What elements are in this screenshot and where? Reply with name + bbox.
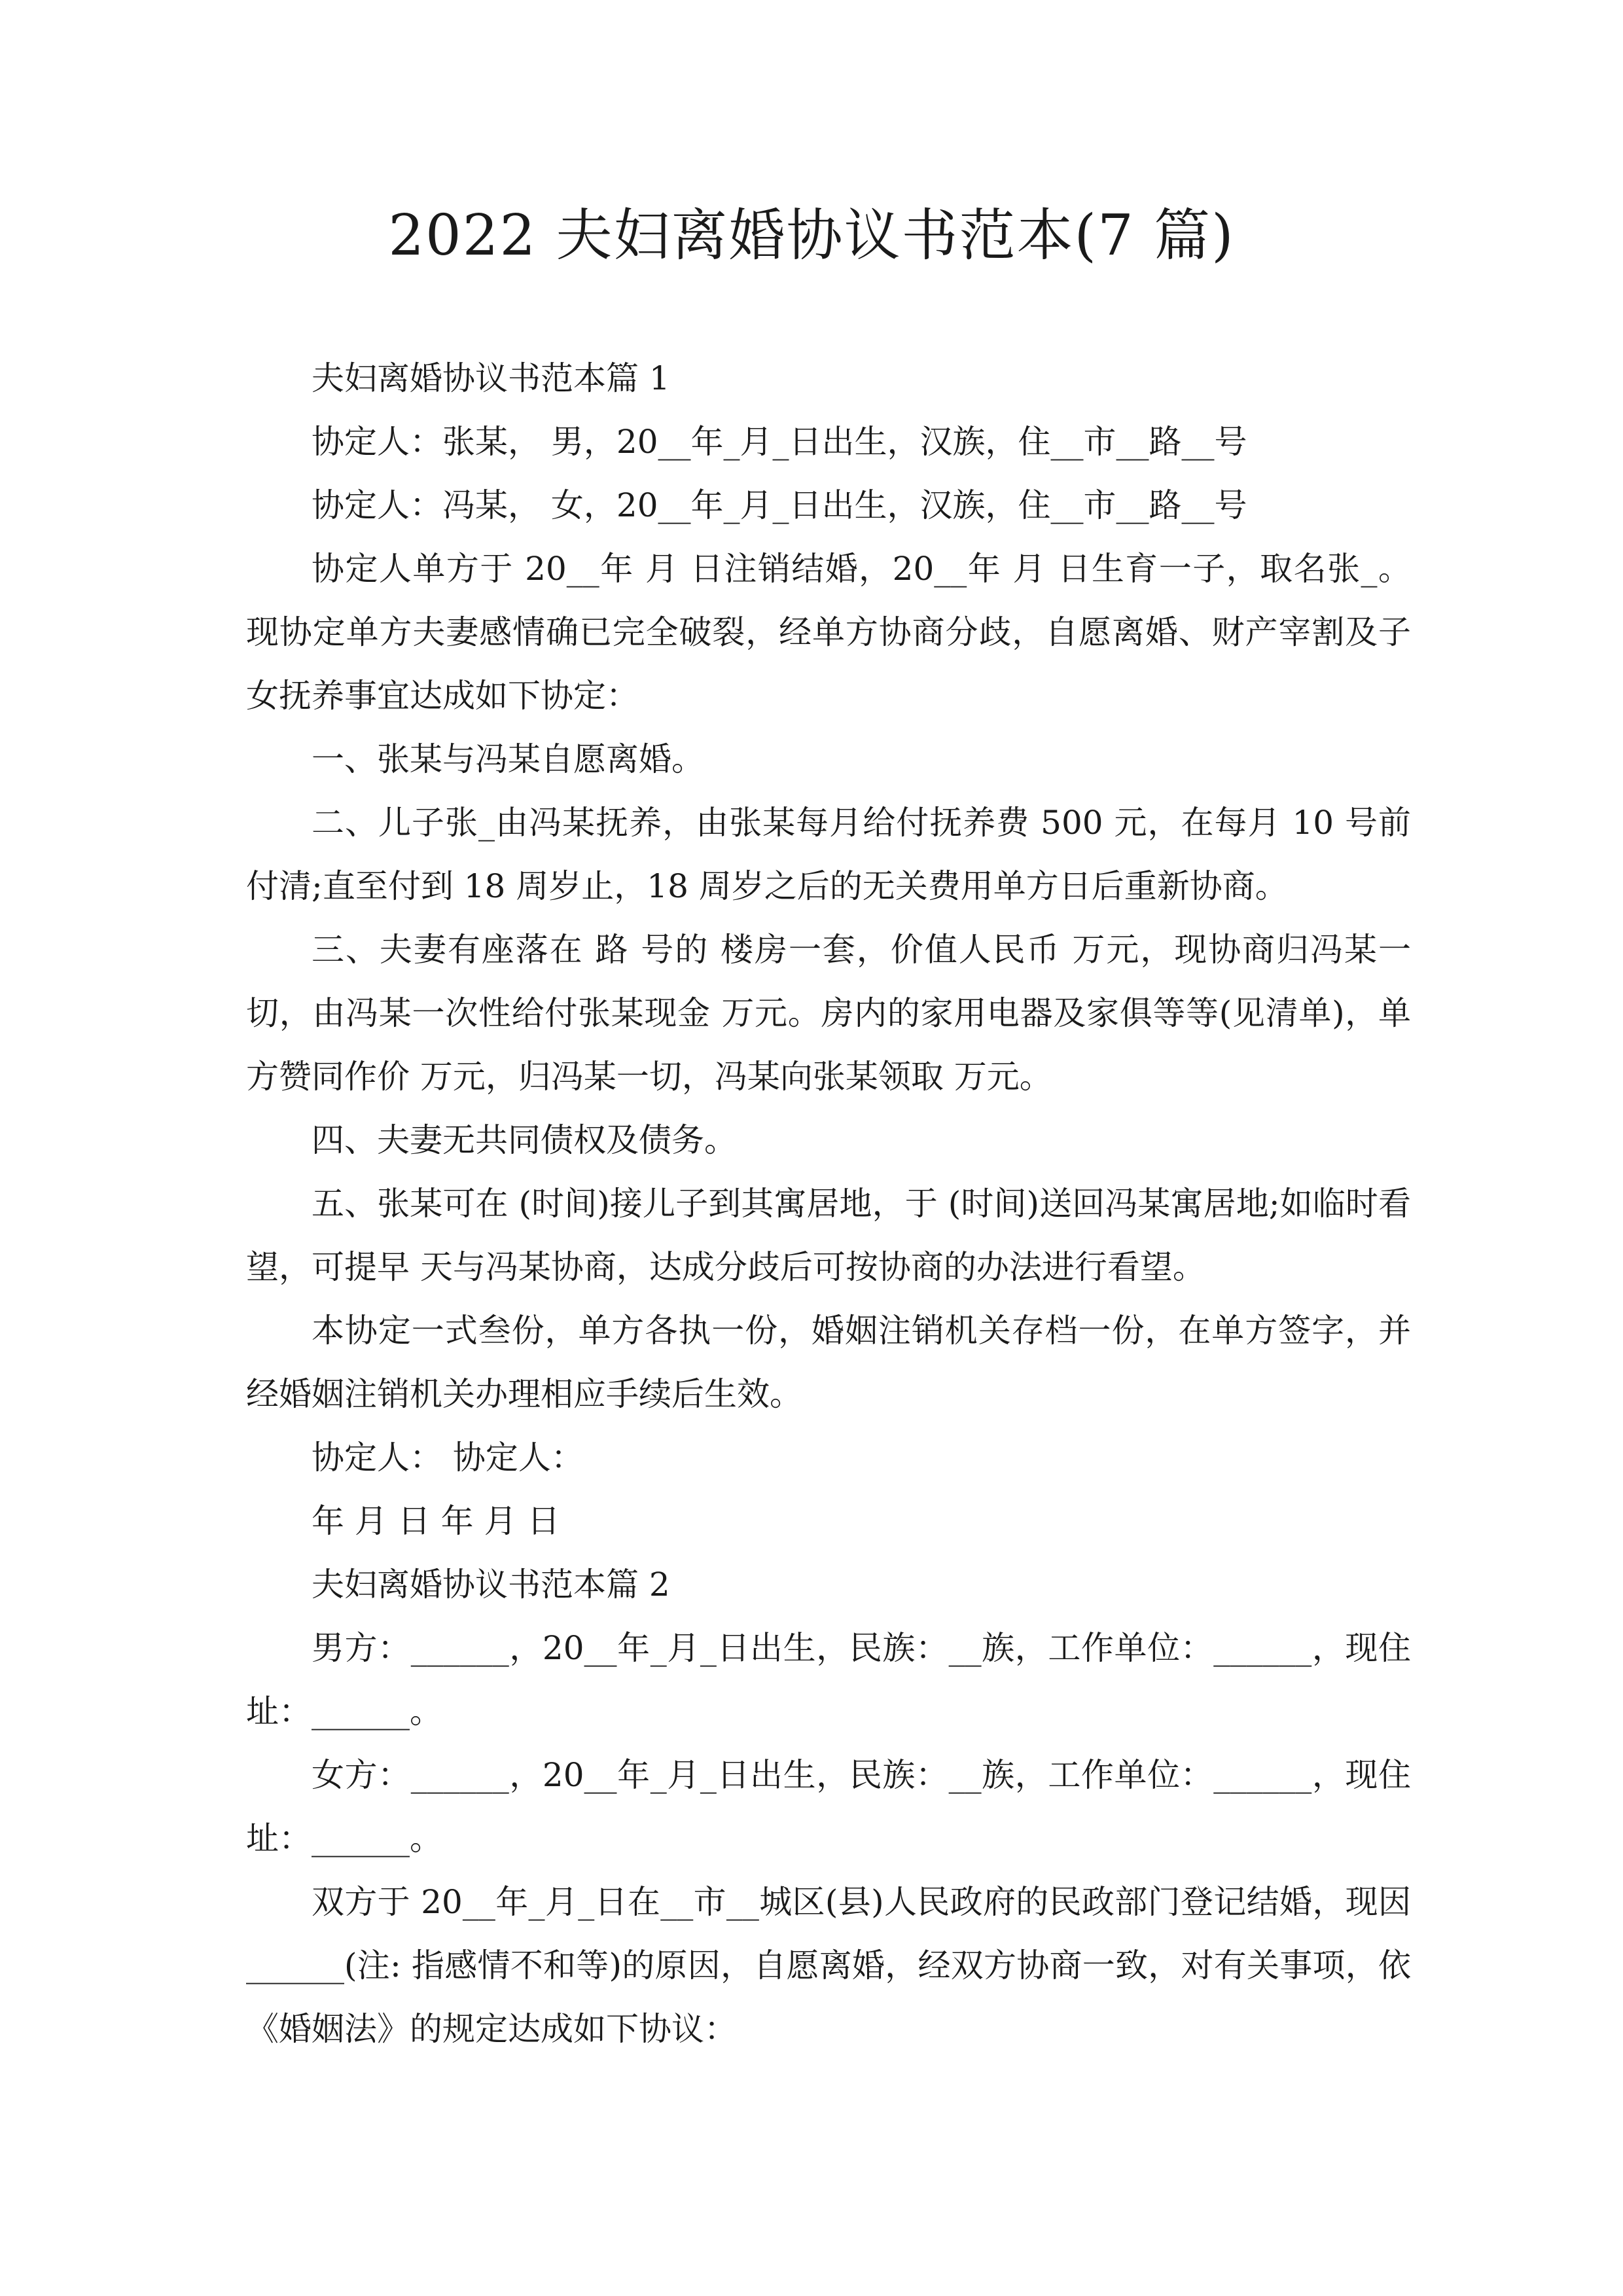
party-line-zhang: 协定人：张某， 男，20__年_月_日出生，汉族，住__市__路__号	[312, 423, 1247, 461]
clause-3: 三、夫妻有座落在 路 号的 楼房一套，价值人民币 万元，现协商归冯某一切，由冯某一次性给付张某现金 万元。房内的家用电器及家俱等等(见清单)，单方赞同作价 万元，归冯某一切，冯某向张某领取 万元。	[246, 931, 1411, 1096]
signature-line: 协定人： 协定人：	[312, 1439, 584, 1477]
section-heading-1: 夫妇离婚协议书范本篇 1	[312, 359, 670, 397]
effect-clause: 本协定一式叁份，单方各执一份，婚姻注销机关存档一份，在单方签字，并经婚姻注销机关办理相应手续后生效。	[246, 1312, 1411, 1413]
female-party-info: 女方：______，20__年_月_日出生，民族：__族，工作单位：______，现住址：______。	[246, 1756, 1411, 1857]
agreement-preamble: 协定人单方于 20__年 月 日注销结婚，20__年 月 日生育一子，取名张_。现协定单方夫妻感情确已完全破裂，经单方协商分歧，自愿离婚、财产宰割及子女抚养事宜达成如下协定：	[246, 550, 1411, 715]
date-line: 年 月 日 年 月 日	[312, 1502, 560, 1540]
clause-1: 一、张某与冯某自愿离婚。	[312, 740, 704, 778]
clause-2: 二、儿子张_由冯某抚养，由张某每月给付抚养费 500 元，在每月 10 号前付清;直至付到 18 周岁止，18 周岁之后的无关费用单方日后重新协商。	[246, 804, 1411, 905]
party-line-feng: 协定人：冯某， 女，20__年_月_日出生，汉族，住__市__路__号	[312, 486, 1247, 524]
clause-4: 四、夫妻无共同债权及债务。	[312, 1121, 737, 1159]
clause-5: 五、张某可在 (时间)接儿子到其寓居地，于 (时间)送回冯某寓居地;如临时看望，可提早 天与冯某协商，达成分歧后可按协商的办法进行看望。	[246, 1185, 1411, 1286]
section-heading-2: 夫妇离婚协议书范本篇 2	[312, 1566, 670, 1604]
marriage-statement: 双方于 20__年_月_日在__市__城区(县)人民政府的民政部门登记结婚，现因______(注: 指感情不和等)的原因，自愿离婚，经双方协商一致，对有关事项，依《婚姻法》的规定达成如下协议：	[246, 1883, 1411, 2048]
male-party-info: 男方：______，20__年_月_日出生，民族：__族，工作单位：______，现住址：______。	[246, 1629, 1411, 1731]
document-title: 2022 夫妇离婚协议书范本(7 篇)	[388, 203, 1235, 268]
document-body	[246, 347, 1411, 2061]
